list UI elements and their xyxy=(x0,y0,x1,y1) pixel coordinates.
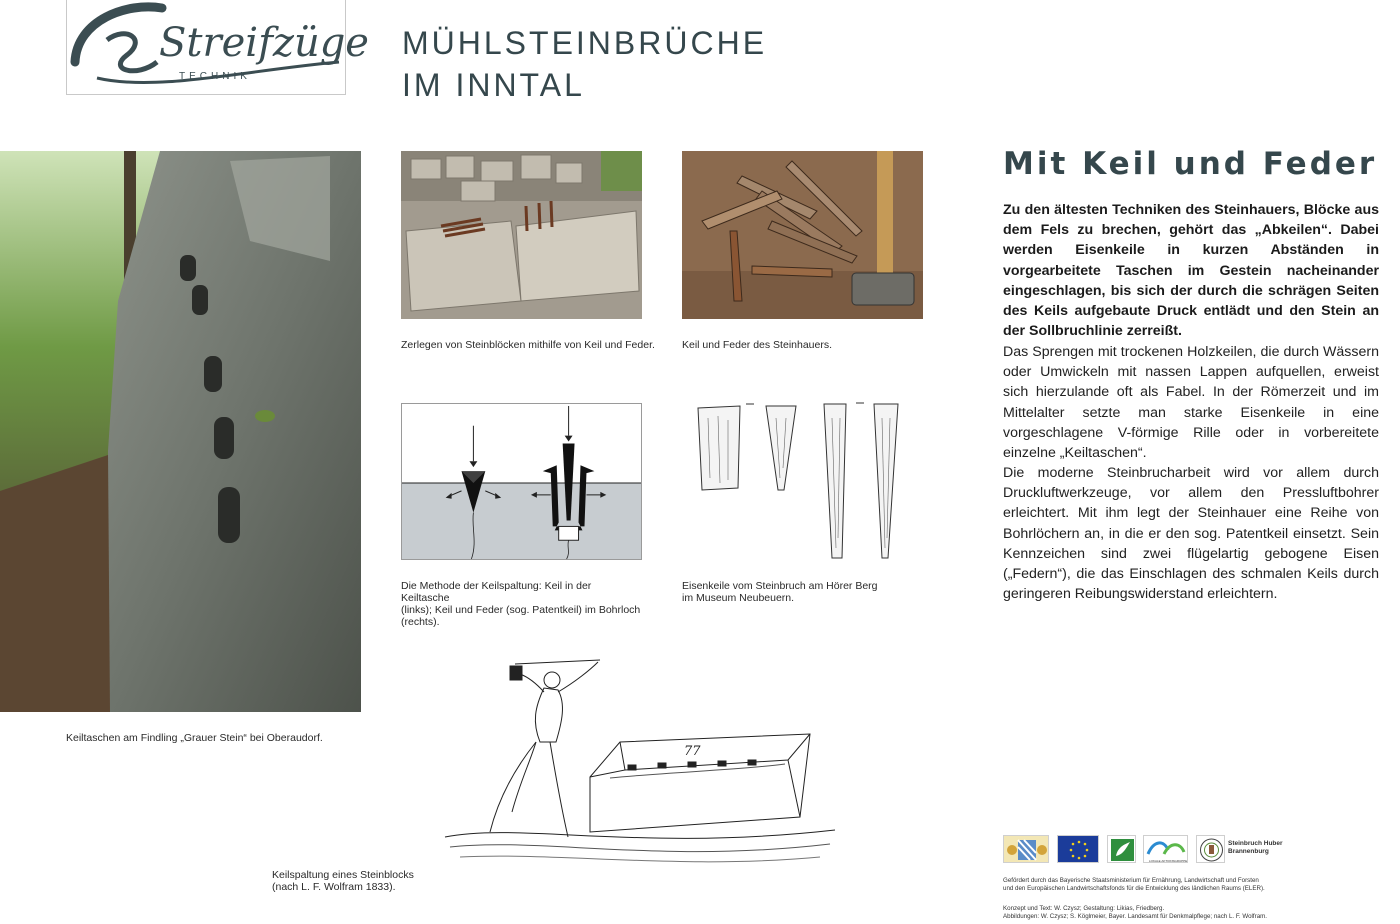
block-number: 77 xyxy=(684,744,701,759)
leader-logo xyxy=(1107,835,1136,863)
steinbruch-label-line-1: Steinbruch Huber xyxy=(1228,840,1283,847)
caption-methode-line-1: Die Methode der Keilspaltung: Keil in der Keiltasche xyxy=(401,580,592,604)
title-line-1: MÜHLSTEINBRÜCHE xyxy=(402,25,768,61)
article-heading: Mit Keil und Feder xyxy=(1003,146,1378,182)
funding-note-line-1: Gefördert durch das Bayerische Staatsministerium für Ernährung, Landwirtschaft und Forsten xyxy=(1003,877,1259,884)
caption-keilspaltung-line-1: Keilspaltung eines Steinblocks xyxy=(272,869,414,881)
funding-note-line-2: und den Europäischen Landwirtschaftsfonds für die Entwicklung des ländlichen Raums (ELER). xyxy=(1003,884,1265,892)
eu-flag-logo xyxy=(1057,835,1099,863)
steinbruch-seal-logo xyxy=(1196,835,1225,863)
zerlegen-photo xyxy=(401,151,642,319)
title-line-2: IM INNTAL xyxy=(402,67,585,103)
credits-note-line-2: Abbildungen: W. Czysz; S. Köglmeier, Bayer. Landesamt für Denkmalpflege; nach L. F. Wolfram. xyxy=(1003,912,1268,920)
article-paragraph-2: Die moderne Steinbrucharbeit wird vor allem durch Druckluftwerkzeuge, vor allem den Pressluftbohrer erleichtert. Mit ihm legt der Steinhauer eine Reihe von Bohrlöchern an, in die er den sog. Patentkeil einsetzt. Sein Kennzeichen sind zwei flügelartig gebogene Eisen („Federn“), die das Einschlagen des schmalen Keils durch geringeren Reibungswiderstand erleichtern. xyxy=(1003,465,1379,603)
lag-logo xyxy=(1143,835,1188,863)
funding-note xyxy=(1003,877,1265,892)
caption-keilspaltung-line-2: (nach L. F. Wolfram 1833). xyxy=(272,881,396,893)
article-paragraph-1: Das Sprengen mit trockenen Holzkeilen, die durch Wässern oder Umwickeln mit nassen Lappen aufquellen, erweist sich hierzulande oft als Fabel. In der Römerzeit und im Mittelalter setzte man starke Eisenkeile in eine vorgeschlagene V-förmige Rille oder in vorbereitete einzelne „Keiltaschen“. xyxy=(1003,344,1379,462)
streifzuege-logo xyxy=(66,0,369,95)
caption-zerlegen: Zerlegen von Steinblöcken mithilfe von Keil und Feder. xyxy=(401,339,655,351)
keilspaltung-diagram xyxy=(401,403,642,560)
credits-note-line-1: Konzept und Text: W. Czysz; Gestaltung: Likias, Friedberg. xyxy=(1003,905,1165,912)
logo-brand: Streifzüge xyxy=(159,20,369,66)
bavaria-coat-of-arms-logo xyxy=(1003,835,1049,863)
lag-text: LOKALE AKTIONSGRUPPE xyxy=(1149,859,1188,863)
caption-keilspaltung xyxy=(272,869,414,893)
page-title xyxy=(402,22,767,106)
steinbruch-label-line-2: Brannenburg xyxy=(1228,848,1269,855)
caption-findling: Keiltaschen am Findling „Grauer Stein“ bei Oberaudorf. xyxy=(66,732,323,744)
logo-subtitle: TECHNIK xyxy=(179,71,251,82)
credits-note xyxy=(1003,905,1267,920)
eisenkeile-drawing xyxy=(690,398,910,563)
caption-methode-line-2: (links); Keil und Feder (sog. Patentkeil) im Bohrloch xyxy=(401,604,641,616)
caption-keil-feder: Keil und Feder des Steinhauers. xyxy=(682,339,833,351)
caption-eisenkeile xyxy=(682,580,912,604)
caption-eisenkeile-line-1: Eisenkeile vom Steinbruch am Hörer Berg xyxy=(682,580,878,592)
caption-methode-line-3: (rechts). xyxy=(401,616,440,628)
keil-feder-photo xyxy=(682,151,923,319)
steinhauer-drawing xyxy=(440,652,840,874)
caption-methode xyxy=(401,580,641,628)
steinbruch-label xyxy=(1228,840,1283,856)
findling-photo xyxy=(0,151,361,712)
article-lead: Zu den ältesten Techniken des Steinhauers, Blöcke aus dem Fels zu brechen, gehört das „Abkeilen“. Dabei werden Eisenkeile in kurzen Abständen in vorgearbeitete Taschen im Gestein nacheinander eingeschlagen, bis sich der durch die schrägen Seiten des Keils aufgebaute Druck entlädt und den Stein an der Sollbruchlinie zerreißt. xyxy=(1003,202,1379,340)
caption-eisenkeile-line-2: im Museum Neubeuern. xyxy=(682,592,795,604)
